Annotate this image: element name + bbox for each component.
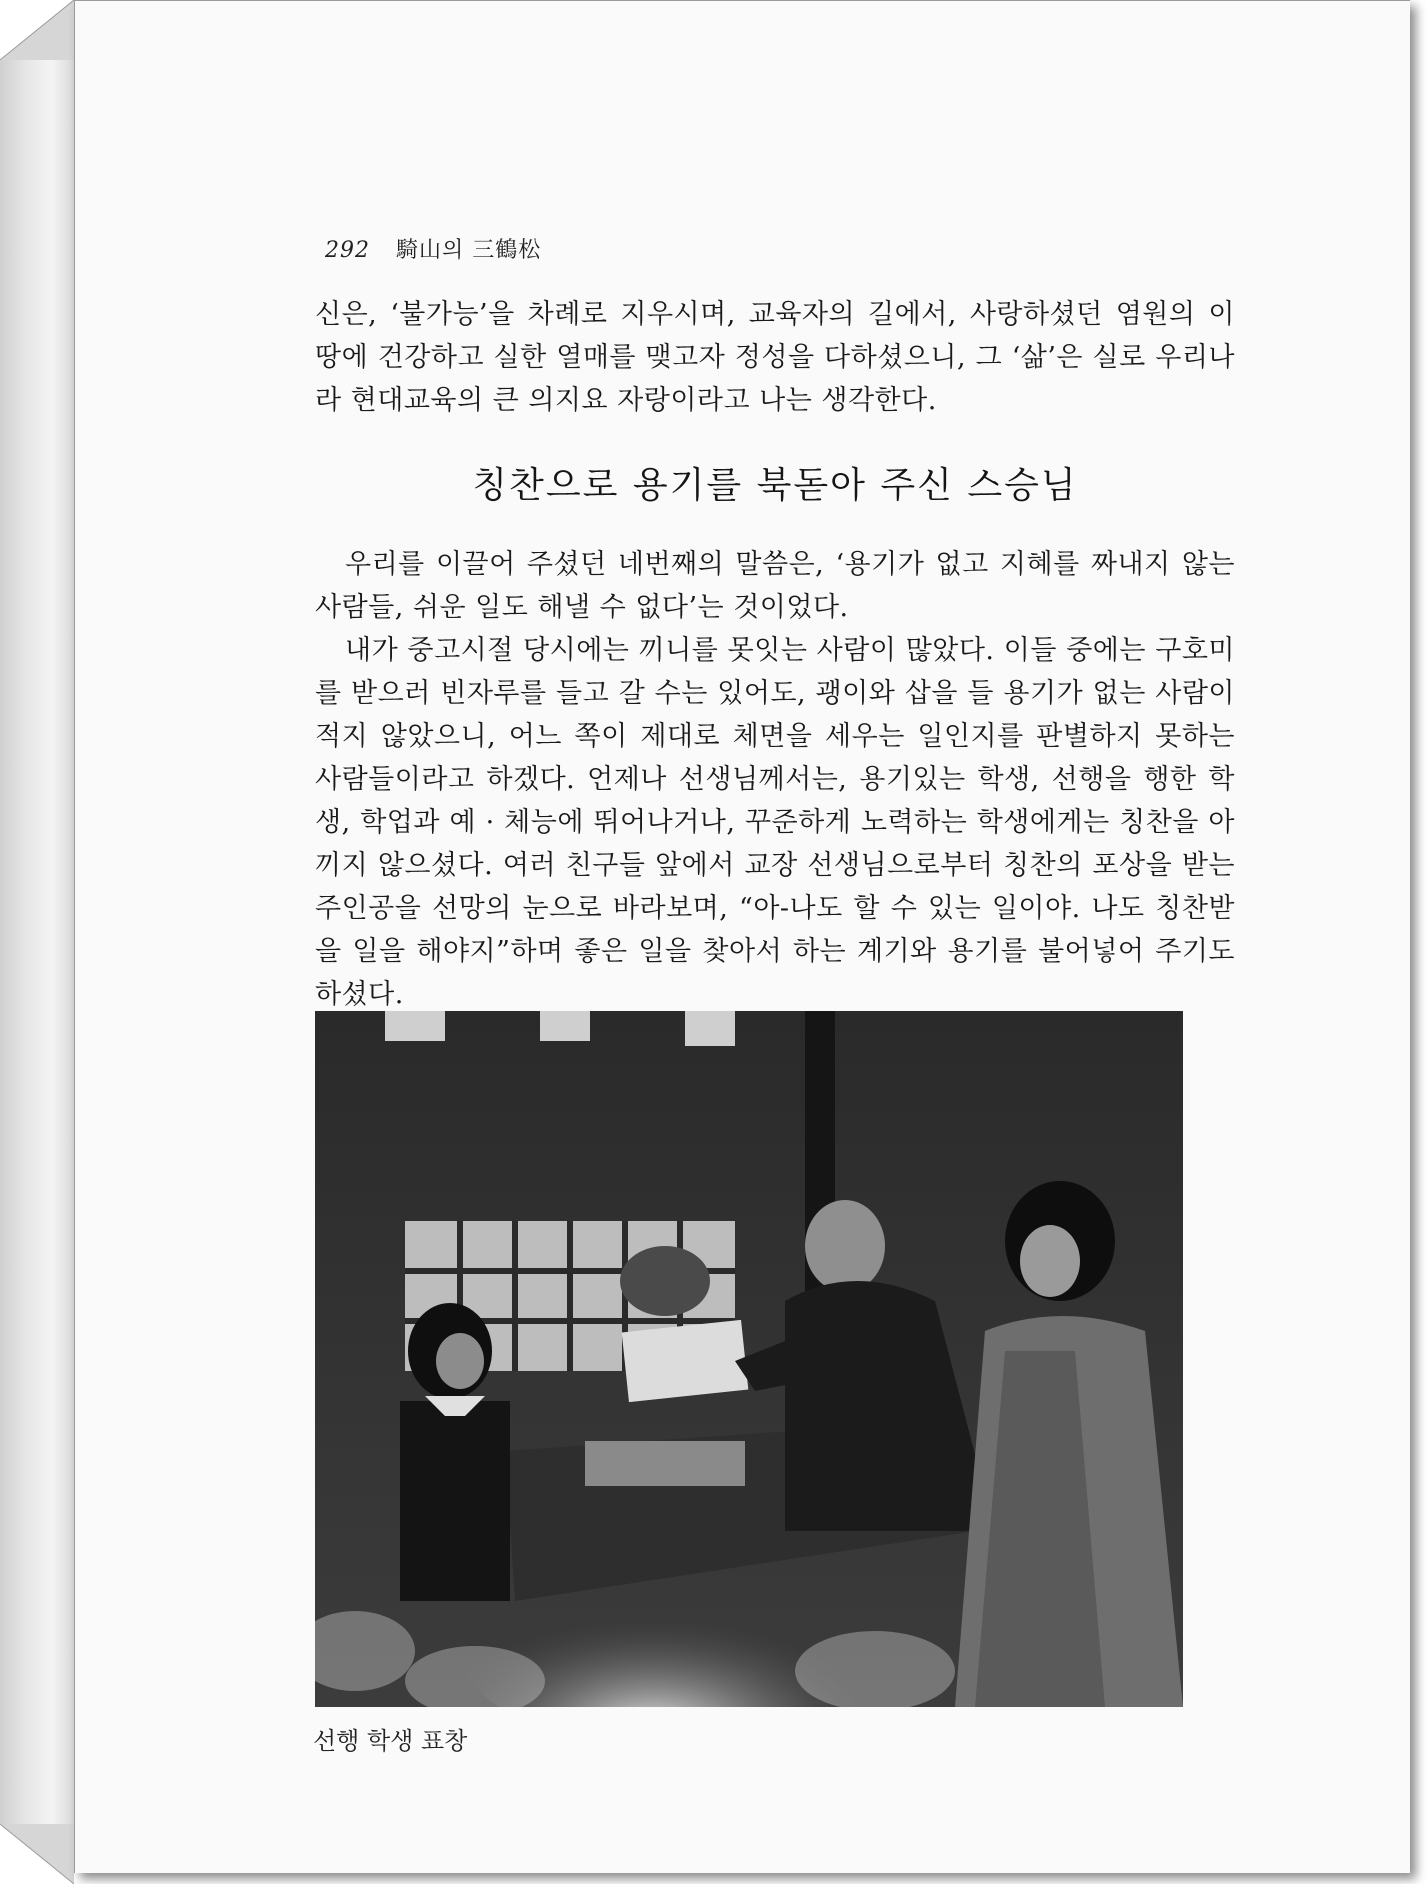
running-title: 騎山의 三鶴松 xyxy=(396,238,542,263)
book-corner-bottom xyxy=(0,1824,74,1884)
award-ceremony-photo xyxy=(315,1011,1183,1707)
paragraph-1: 우리를 이끌어 주셨던 네번째의 말씀은, ‘용기가 없고 지혜를 짜내지 않는 사람들, 쉬운 일도 해낼 수 없다’는 것이었다. xyxy=(315,549,1235,623)
photo-illustration xyxy=(315,1011,1183,1707)
section-title: 칭찬으로 용기를 북돋아 주신 스승님 xyxy=(472,465,1078,506)
intro-paragraph: 신은, ‘불가능’을 차례로 지우시며, 교육자의 길에서, 사랑하셨던 염원의 이 땅에 건강하고 실한 열매를 맺고자 정성을 다하셨으니, 그 ‘삶’은 실로 우리나라 현대교육의 큰 의지요 자랑이라고 나는 생각한다. xyxy=(315,299,1235,416)
book-page xyxy=(74,0,1410,1873)
photo-caption: 선행 학생 표창 xyxy=(313,1727,468,1755)
page-header xyxy=(325,233,541,264)
body-text xyxy=(315,543,1235,1016)
paragraph-2: 내가 중고시절 당시에는 끼니를 못잇는 사람이 많았다. 이들 중에는 구호미를 받으러 빈자루를 들고 갈 수는 있어도, 괭이와 삽을 들 용기가 없는 사람이 적지 않았으니, 어느 쪽이 제대로 체면을 세우는 일인지를 판별하지 못하는 사람들이라고 하겠다. 언제나 선생님께서는, 용기있는 학생, 선행을 행한 학생, 학업과 예 · 체능에 뛰어나거나, 꾸준하게 노력하는 학생에게는 칭찬을 아끼지 않으셨다. 여러 친구들 앞에서 교장 선생님으로부터 칭찬의 포상을 받는 주인공을 선망의 눈으로 바라보며, “아-나도 할 수 있는 일이야. 나도 칭찬받을 일을 해야지”하며 좋은 일을 찾아서 하는 계기와 용기를 불어넣어 주기도 하셨다. xyxy=(315,635,1235,1010)
book-corner-top xyxy=(0,0,74,60)
book-spine xyxy=(0,0,74,1884)
intro-text xyxy=(315,293,1235,422)
page-number: 292 xyxy=(325,238,370,263)
